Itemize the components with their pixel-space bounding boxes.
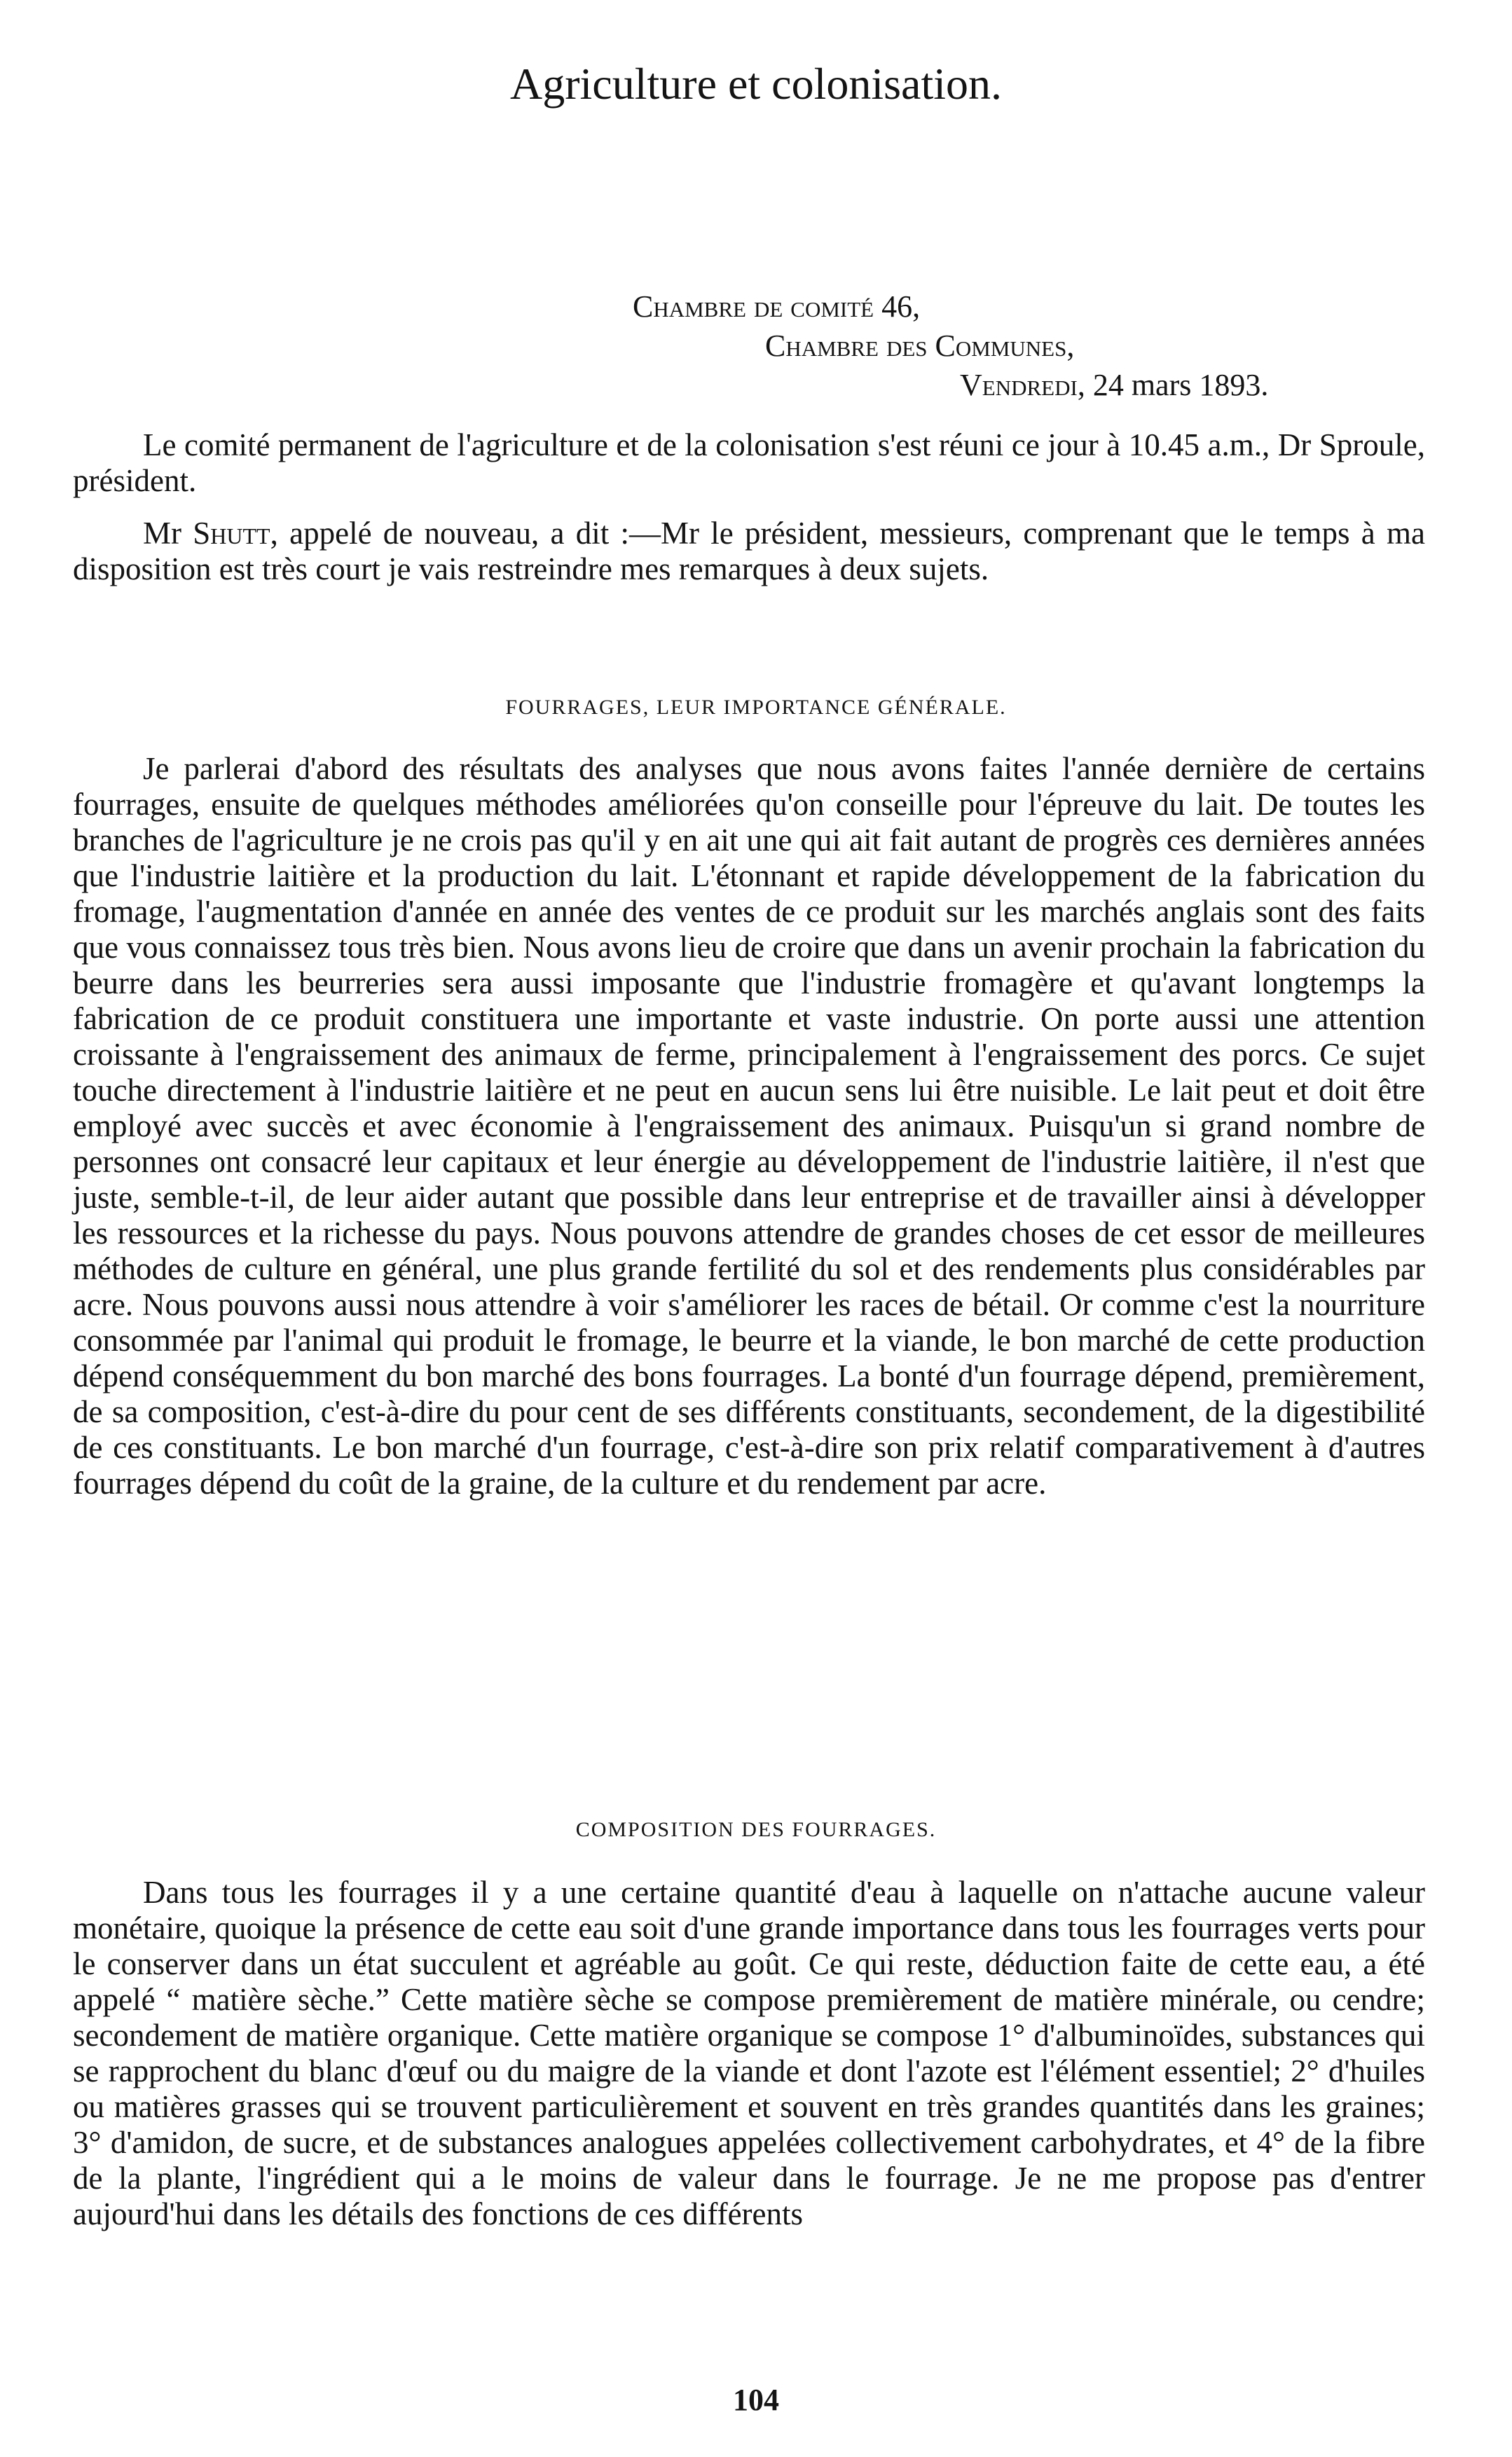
paragraph-opening-2 bbox=[73, 516, 1425, 587]
speaker-lead: Mr bbox=[143, 516, 181, 551]
date-line-room: Chambre de comité 46, bbox=[633, 289, 921, 324]
paragraph-composition: Dans tous les fourrages il y a une certaine quantité d'eau à laquelle on n'attache aucune valeur monétaire, quoique la présence de cette eau soit d'une grande importance dans tous les fourrages verts pour le conserver dans un état succulent et agréable au goût. Ce qui reste, déduction faite de cette eau, a été appelé “ matière sèche.” Cette matière sèche se compose premièrement de matière minérale, ou cendre; secondement de matière organique. Cette matière organique se compose 1° d'albuminoïdes, substances qui se rapprochent du blanc d'œuf ou du maigre de la viande et dont l'azote est l'élément essentiel; 2° d'huiles ou matières grasses qui se trouvent particulièrement et souvent en très grandes quantités dans les graines; 3° d'amidon, de sucre, et de substances analogues appelées collectivement carbohydrates, et 4° de la fibre de la plante, l'ingrédient qui a le moins de valeur dans le fourrage. Je ne me propose pas d'entrer aujourd'hui dans les détails des fonctions de ces différents bbox=[73, 1875, 1425, 2231]
section-body-composition bbox=[73, 1875, 1425, 2232]
date-line-date bbox=[960, 366, 1268, 405]
opening-paragraphs bbox=[73, 427, 1425, 587]
date-value: , 24 mars 1893. bbox=[1077, 368, 1269, 402]
section-heading-fourrages: FOURRAGES, LEUR IMPORTANCE GÉNÉRALE. bbox=[505, 696, 1007, 719]
speaker-name: Shutt bbox=[193, 516, 270, 551]
paragraph-fourrages: Je parlerai d'abord des résultats des analyses que nous avons faites l'année dernière de certains fourrages, ensuite de quelques méthodes améliorées qu'on conseille pour l'épreuve du lait. De toutes les branches de l'agriculture je ne crois pas qu'il y en ait une qui ait fait autant de progrès ces dernières années que l'industrie laitière et la production du lait. L'étonnant et rapide développement de la fabrication du fromage, l'augmentation d'année en année des ventes de ce produit sur les marchés anglais sont des faits que vous connaissez tous très bien. Nous avons lieu de croire que dans un avenir prochain la fabrication du beurre dans les beurreries sera aussi imposante que l'industrie fromagère et qu'avant longtemps la fabrication de ce produit constituera une importante et vaste industrie. On porte aussi une attention croissante à l'engraissement des animaux de ferme, principalement à l'engraissement des porcs. Ce sujet touche directement à l'industrie laitière et ne peut en aucun sens lui être nuisible. Le lait peut et doit être employé avec succès et avec économie à l'engraissement des animaux. Puisqu'un si grand nombre de personnes ont consacré leur capitaux et leur énergie au développement de l'industrie laitière, il n'est que juste, semble-t-il, de leur aider autant que possible dans leur entreprise et de travailler ainsi à développer les ressources et la richesse du pays. Nous pouvons attendre de grandes choses de cet essor de meilleures méthodes de culture en général, une plus grande fertilité du sol et des rendements plus considérables par acre. Nous pouvons aussi nous attendre à voir s'améliorer les races de bétail. Or comme c'est la nourriture consommée par l'animal qui produit le fromage, le beurre et la viande, le bon marché de cette production dépend conséquemment du bon marché des bons fourrages. La bonté d'un fourrage dépend, premièrement, de sa composition, c'est-à-dire du pour cent de ses différents constituants, secondement, de la digestibilité de ces constituants. Le bon marché d'un fourrage, c'est-à-dire son prix relatif comparativement à d'autres fourrages dépend du coût de la graine, de la culture et du rendement par acre. bbox=[73, 751, 1425, 1501]
section-body-fourrages bbox=[73, 751, 1425, 1501]
date-day: Vendredi bbox=[960, 368, 1078, 402]
section-heading-composition: COMPOSITION DES FOURRAGES. bbox=[575, 1818, 937, 1841]
paragraph-opening-1: Le comité permanent de l'agriculture et de la colonisation s'est réuni ce jour à 10.45 a.m., Dr Sproule, président. bbox=[73, 427, 1425, 498]
page-title: Agriculture et colonisation. bbox=[509, 59, 1003, 109]
date-line-house: Chambre des Communes, bbox=[765, 329, 1075, 363]
speaker-text: , appelé de nouveau, a dit :—Mr le président, messieurs, comprenant que le temps à ma disposition est très court je vais restreindre mes remarques à deux sujets. bbox=[73, 516, 1426, 586]
page-number: 104 bbox=[733, 2383, 779, 2417]
